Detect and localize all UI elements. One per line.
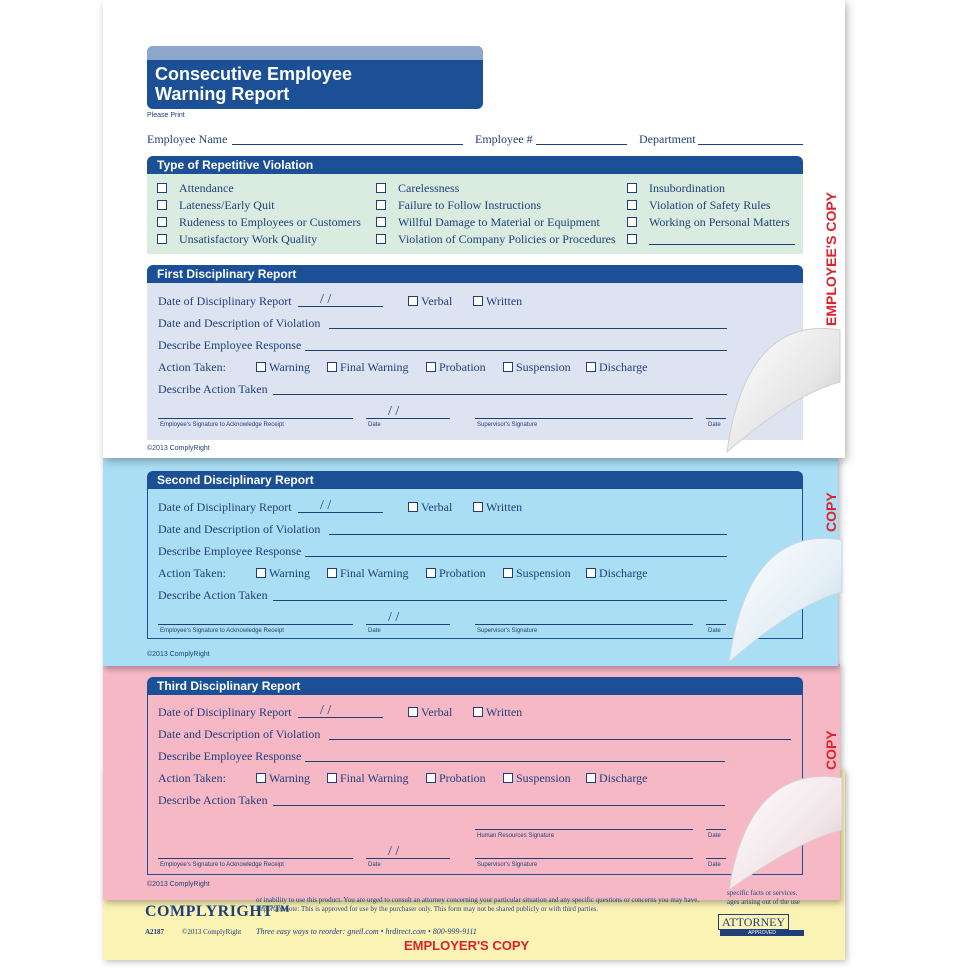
violation-willful-damage[interactable] bbox=[376, 215, 600, 230]
third-date-label: Date of Disciplinary Report bbox=[158, 705, 292, 719]
final-warning-label: Final Warning bbox=[340, 360, 409, 374]
written-label: Written bbox=[486, 705, 523, 719]
first-probation-option[interactable] bbox=[426, 360, 486, 375]
complyright-logo: COMPLYRIGHT™ bbox=[145, 903, 290, 920]
first-describe-action-label: Describe Action Taken bbox=[158, 382, 268, 396]
third-discharge-option[interactable] bbox=[586, 771, 647, 786]
first-supervisor-sig-field[interactable] bbox=[475, 418, 693, 419]
violation-personal-matters[interactable] bbox=[627, 215, 790, 230]
footer-reorder: Three easy ways to reorder: gneil.com • hrdirect.com • 800-999-9111 bbox=[256, 927, 477, 936]
form-title-box bbox=[147, 46, 483, 109]
second-probation-option[interactable] bbox=[426, 566, 486, 581]
first-date-field[interactable] bbox=[298, 306, 383, 307]
third-action-label: Action Taken: bbox=[158, 771, 226, 785]
violation-instructions[interactable] bbox=[376, 198, 541, 213]
third-hr-sig-label: Human Resources Signature bbox=[477, 833, 555, 839]
violation-label: Unsatisfactory Work Quality bbox=[179, 232, 318, 246]
employee-name-label: Employee Name bbox=[147, 132, 228, 146]
third-sig-date-slashes: / / bbox=[388, 844, 400, 859]
second-date-slashes: / / bbox=[320, 498, 332, 513]
second-description-field[interactable] bbox=[329, 534, 727, 535]
second-verbal-option[interactable] bbox=[408, 500, 452, 515]
warning-label: Warning bbox=[269, 771, 311, 785]
first-verbal-option[interactable] bbox=[408, 294, 452, 309]
probation-label: Probation bbox=[439, 771, 486, 785]
second-discharge-option[interactable] bbox=[586, 566, 647, 581]
checkbox[interactable] bbox=[627, 234, 637, 244]
checkbox[interactable] bbox=[586, 773, 596, 783]
violation-label: Lateness/Early Quit bbox=[179, 198, 275, 212]
third-describe-action-label: Describe Action Taken bbox=[158, 793, 268, 807]
third-supervisor-sig-field[interactable] bbox=[475, 858, 693, 859]
first-warning-option[interactable] bbox=[256, 360, 310, 375]
violation-label: Attendance bbox=[179, 181, 234, 195]
third-sig-date-label: Date bbox=[368, 862, 381, 868]
checkbox[interactable] bbox=[426, 568, 436, 578]
third-warning-option[interactable] bbox=[256, 771, 310, 786]
checkbox[interactable] bbox=[473, 502, 483, 512]
violation-section-header: Type of Repetitive Violation bbox=[147, 156, 803, 174]
suspension-label: Suspension bbox=[516, 360, 571, 374]
first-response-label: Describe Employee Response bbox=[158, 338, 302, 352]
second-supervisor-date-label: Date bbox=[708, 628, 721, 634]
employee-number-field[interactable] bbox=[536, 144, 627, 145]
violation-safety[interactable] bbox=[627, 198, 771, 213]
page-curl-pink bbox=[724, 770, 844, 910]
footer-copyright: ©2013 ComplyRight bbox=[182, 928, 242, 936]
department-field[interactable] bbox=[698, 144, 803, 145]
second-written-option[interactable] bbox=[473, 500, 522, 515]
violation-label: Carelessness bbox=[398, 181, 460, 195]
suspension-label: Suspension bbox=[516, 566, 571, 580]
checkbox[interactable] bbox=[327, 773, 337, 783]
second-copy-label: COPY bbox=[823, 492, 839, 532]
violation-carelessness[interactable] bbox=[376, 181, 459, 196]
first-discharge-option[interactable] bbox=[586, 360, 647, 375]
violation-rudeness[interactable] bbox=[157, 215, 361, 230]
third-hr-date-label: Date bbox=[708, 833, 721, 839]
third-hr-sig-field[interactable] bbox=[475, 829, 693, 830]
third-probation-option[interactable] bbox=[426, 771, 486, 786]
please-print-note: Please Print bbox=[147, 112, 185, 119]
violation-lateness[interactable] bbox=[157, 198, 275, 213]
first-final-warning-option[interactable] bbox=[327, 360, 408, 375]
footer-disclaimer-line1: or inability to use this product. You are urged to consult an attorney concerning your particular situation and any specific questions or concerns you may have. bbox=[256, 896, 700, 904]
discharge-label: Discharge bbox=[599, 771, 648, 785]
second-describe-action-label: Describe Action Taken bbox=[158, 588, 268, 602]
checkbox[interactable] bbox=[473, 296, 483, 306]
checkbox[interactable] bbox=[157, 217, 167, 227]
final-warning-label: Final Warning bbox=[340, 566, 409, 580]
third-written-option[interactable] bbox=[473, 705, 522, 720]
third-suspension-option[interactable] bbox=[503, 771, 571, 786]
first-suspension-option[interactable] bbox=[503, 360, 571, 375]
third-response-label: Describe Employee Response bbox=[158, 749, 302, 763]
second-sig-date-field[interactable] bbox=[366, 624, 450, 625]
third-supervisor-date-label: Date bbox=[708, 862, 721, 868]
violation-label: Insubordination bbox=[649, 181, 725, 195]
violation-label: Violation of Company Policies or Procedures bbox=[398, 232, 616, 246]
second-supervisor-sig-label: Supervisor's Signature bbox=[477, 628, 538, 634]
first-action-label: Action Taken: bbox=[158, 360, 226, 374]
checkbox[interactable] bbox=[376, 217, 386, 227]
first-description-label: Date and Description of Violation bbox=[158, 316, 321, 330]
employees-copy-label: EMPLOYEE'S COPY bbox=[823, 191, 839, 326]
second-supervisor-date-field[interactable] bbox=[706, 624, 726, 625]
verbal-label: Verbal bbox=[421, 500, 453, 514]
attorney-approved-seal: ATTORNEY bbox=[718, 914, 789, 930]
checkbox[interactable] bbox=[408, 296, 418, 306]
first-copyright: ©2013 ComplyRight bbox=[147, 445, 210, 452]
first-description-field[interactable] bbox=[329, 328, 727, 329]
second-describe-action-field[interactable] bbox=[273, 600, 727, 601]
second-date-field[interactable] bbox=[298, 512, 383, 513]
first-supervisor-date-label: Date bbox=[708, 422, 721, 428]
footer-disclaimer-tail2: ages arising out of the use bbox=[727, 898, 800, 906]
third-employee-sig-field[interactable] bbox=[158, 858, 353, 859]
form-title-line2: Warning Report bbox=[155, 84, 290, 104]
violation-attendance[interactable] bbox=[157, 181, 234, 196]
second-copyright: ©2013 ComplyRight bbox=[147, 651, 210, 658]
violation-label: Rudeness to Employees or Customers bbox=[179, 215, 361, 229]
third-copy-label: COPY bbox=[823, 730, 839, 770]
third-description-label: Date and Description of Violation bbox=[158, 727, 321, 741]
probation-label: Probation bbox=[439, 566, 486, 580]
violation-label: Failure to Follow Instructions bbox=[398, 198, 541, 212]
form-title-line1: Consecutive Employee bbox=[155, 64, 353, 84]
checkbox[interactable] bbox=[408, 707, 418, 717]
third-verbal-option[interactable] bbox=[408, 705, 452, 720]
discharge-label: Discharge bbox=[599, 566, 648, 580]
first-report-header: First Disciplinary Report bbox=[147, 265, 803, 283]
violation-other-field[interactable] bbox=[649, 244, 795, 245]
department-label: Department bbox=[639, 132, 696, 146]
footer-sku: A2187 bbox=[145, 928, 165, 936]
third-response-field[interactable] bbox=[305, 761, 725, 762]
checkbox[interactable] bbox=[256, 568, 266, 578]
employee-number-label: Employee # bbox=[475, 132, 533, 146]
third-date-field[interactable] bbox=[298, 717, 383, 718]
third-hr-date-field[interactable] bbox=[706, 829, 726, 830]
second-response-field[interactable] bbox=[305, 556, 727, 557]
first-employee-sig-field[interactable] bbox=[158, 418, 353, 419]
first-sig-date-slashes: / / bbox=[388, 404, 400, 419]
discharge-label: Discharge bbox=[599, 360, 648, 374]
third-supervisor-date-field[interactable] bbox=[706, 858, 726, 859]
violation-work-quality[interactable] bbox=[157, 232, 317, 247]
third-describe-action-field[interactable] bbox=[273, 805, 725, 806]
second-supervisor-sig-field[interactable] bbox=[475, 624, 693, 625]
third-supervisor-sig-label: Supervisor's Signature bbox=[477, 862, 538, 868]
checkbox[interactable] bbox=[376, 183, 386, 193]
violation-other[interactable] bbox=[627, 232, 649, 247]
form-title bbox=[155, 64, 352, 104]
second-employee-sig-label: Employee's Signature to Acknowledge Receipt bbox=[160, 628, 284, 634]
violation-insubordination[interactable] bbox=[627, 181, 725, 196]
third-final-warning-option[interactable] bbox=[327, 771, 408, 786]
first-supervisor-sig-label: Supervisor's Signature bbox=[477, 422, 538, 428]
first-employee-sig-label: Employee's Signature to Acknowledge Receipt bbox=[160, 422, 284, 428]
warning-label: Warning bbox=[269, 360, 311, 374]
second-response-label: Describe Employee Response bbox=[158, 544, 302, 558]
checkbox[interactable] bbox=[503, 568, 513, 578]
checkbox[interactable] bbox=[327, 568, 337, 578]
first-describe-action-field[interactable] bbox=[273, 394, 727, 395]
third-copyright: ©2013 ComplyRight bbox=[147, 881, 210, 888]
verbal-label: Verbal bbox=[421, 705, 453, 719]
checkbox[interactable] bbox=[408, 502, 418, 512]
verbal-label: Verbal bbox=[421, 294, 453, 308]
checkbox[interactable] bbox=[627, 200, 637, 210]
checkbox[interactable] bbox=[426, 773, 436, 783]
first-written-option[interactable] bbox=[473, 294, 522, 309]
first-date-label: Date of Disciplinary Report bbox=[158, 294, 292, 308]
second-employee-sig-field[interactable] bbox=[158, 624, 353, 625]
warning-label: Warning bbox=[269, 566, 311, 580]
page-curl-blue bbox=[724, 532, 844, 672]
second-action-label: Action Taken: bbox=[158, 566, 226, 580]
second-sig-date-slashes: / / bbox=[388, 610, 400, 625]
checkbox[interactable] bbox=[157, 234, 167, 244]
checkbox[interactable] bbox=[256, 362, 266, 372]
violation-policies[interactable] bbox=[376, 232, 616, 247]
written-label: Written bbox=[486, 500, 523, 514]
page-curl-white bbox=[722, 322, 842, 462]
checkbox[interactable] bbox=[426, 362, 436, 372]
first-response-field[interactable] bbox=[305, 350, 727, 351]
second-date-label: Date of Disciplinary Report bbox=[158, 500, 292, 514]
suspension-label: Suspension bbox=[516, 771, 571, 785]
checkbox[interactable] bbox=[586, 568, 596, 578]
third-description-field[interactable] bbox=[329, 739, 791, 740]
footer-disclaimer-tail1: specific facts or services. bbox=[727, 889, 798, 897]
checkbox[interactable] bbox=[586, 362, 596, 372]
checkbox[interactable] bbox=[503, 773, 513, 783]
third-report-header: Third Disciplinary Report bbox=[147, 677, 803, 695]
violation-label: Willful Damage to Material or Equipment bbox=[398, 215, 600, 229]
first-sig-date-label: Date bbox=[368, 422, 381, 428]
checkbox[interactable] bbox=[256, 773, 266, 783]
violation-label: Working on Personal Matters bbox=[649, 215, 790, 229]
checkbox[interactable] bbox=[376, 200, 386, 210]
probation-label: Probation bbox=[439, 360, 486, 374]
second-warning-option[interactable] bbox=[256, 566, 310, 581]
first-date-slashes: / / bbox=[320, 292, 332, 307]
first-sig-date-field[interactable] bbox=[366, 418, 450, 419]
checkbox[interactable] bbox=[503, 362, 513, 372]
second-final-warning-option[interactable] bbox=[327, 566, 408, 581]
violation-label: Violation of Safety Rules bbox=[649, 198, 771, 212]
second-report-header: Second Disciplinary Report bbox=[147, 471, 803, 489]
checkbox[interactable] bbox=[627, 217, 637, 227]
checkbox[interactable] bbox=[376, 234, 386, 244]
checkbox[interactable] bbox=[157, 200, 167, 210]
checkbox[interactable] bbox=[473, 707, 483, 717]
third-employee-sig-label: Employee's Signature to Acknowledge Receipt bbox=[160, 862, 284, 868]
checkbox[interactable] bbox=[327, 362, 337, 372]
second-description-label: Date and Description of Violation bbox=[158, 522, 321, 536]
third-date-slashes: / / bbox=[320, 703, 332, 718]
checkbox[interactable] bbox=[157, 183, 167, 193]
checkbox[interactable] bbox=[627, 183, 637, 193]
second-sig-date-label: Date bbox=[368, 628, 381, 634]
employee-name-field[interactable] bbox=[232, 144, 463, 145]
second-suspension-option[interactable] bbox=[503, 566, 571, 581]
employers-copy-label: EMPLOYER'S COPY bbox=[404, 938, 530, 953]
final-warning-label: Final Warning bbox=[340, 771, 409, 785]
third-sig-date-field[interactable] bbox=[366, 858, 450, 859]
attorney-approved-sub: APPROVED bbox=[720, 930, 804, 936]
footer-disclaimer-line2: Important note: This is approved for use by the purchaser only. This form may not be shared publicly or with third parties. bbox=[256, 905, 599, 913]
written-label: Written bbox=[486, 294, 523, 308]
